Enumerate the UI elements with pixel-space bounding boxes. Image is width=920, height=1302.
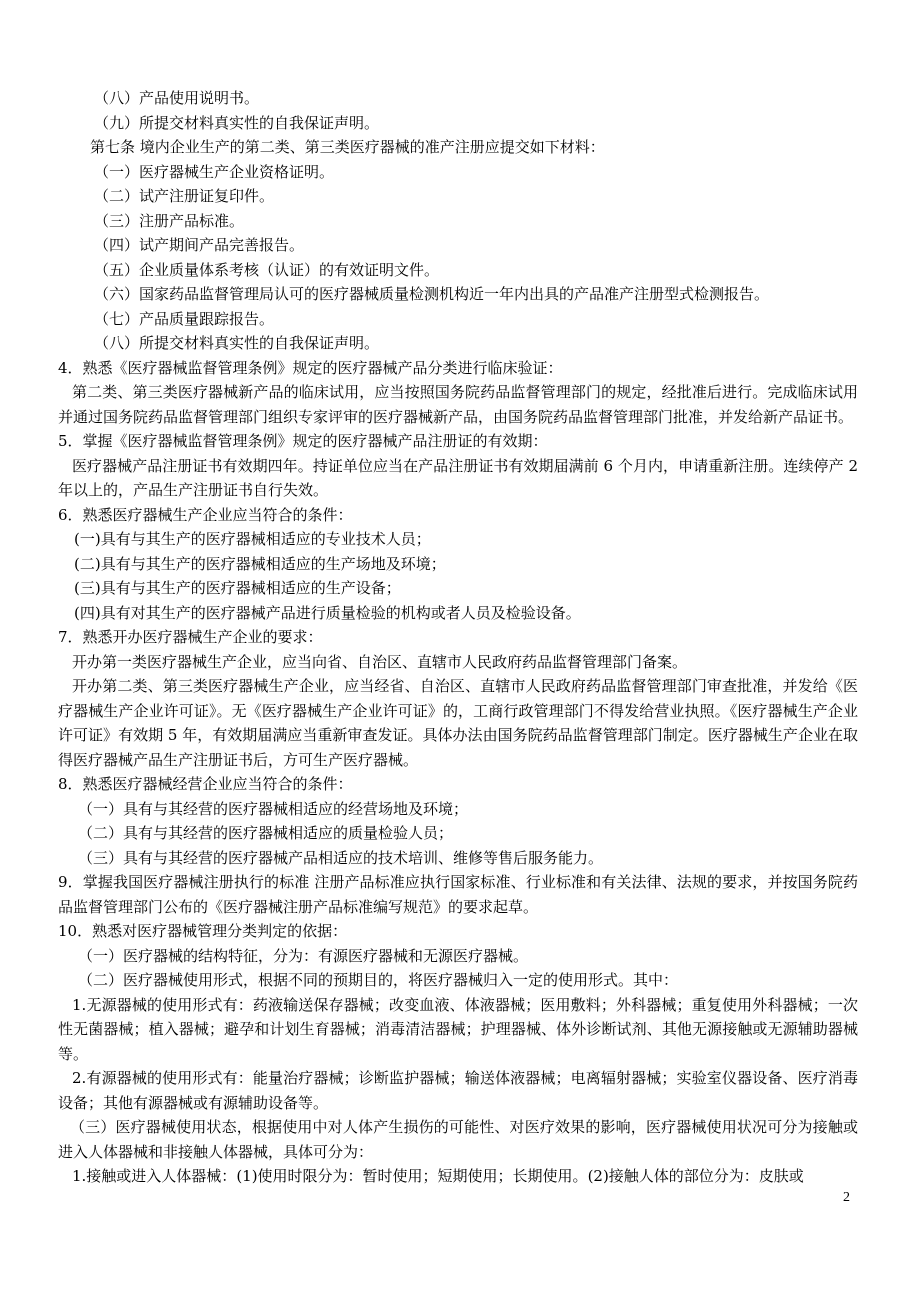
paragraph: 医疗器械产品注册证书有效期四年。持证单位应当在产品注册证书有效期届满前 6 个月内，申请重新注册。连续停产 2 年以上的，产品生产注册证书自行失效。: [58, 456, 858, 499]
paragraph: 开办第一类医疗器械生产企业，应当向省、自治区、直辖市人民政府药品监督管理部门备案。: [72, 652, 688, 671]
text-line: (四)具有对其生产的医疗器械产品进行质量检验的机构或者人员及检验设备。: [74, 603, 581, 622]
text-line: （九）所提交材料真实性的自我保证声明。: [94, 113, 380, 132]
section-heading: 10．熟悉对医疗器械管理分类判定的依据：: [58, 922, 348, 940]
paragraph: 开办第二类、第三类医疗器械生产企业，应当经省、自治区、直辖市人民政府药品监督管理部门审查批准，并发给《医疗器械生产企业许可证》。无《医疗器械生产企业许可证》的，工商行政管理部门不得发给营业执照。《医疗器械生产企业许可证》有效期 5 年，有效期届满应当重新审查发证。具体办法由国务院药品监督管理部门制定。医疗器械生产企业在取得医疗器械产品生产注册证书后，方可生产医疗器械。: [58, 677, 858, 769]
text-line: （二）具有与其经营的医疗器械相适应的质量检验人员；: [78, 824, 454, 842]
text-line: （二）医疗器械使用形式，根据不同的预期目的，将医疗器械归入一定的使用形式。其中：: [78, 971, 679, 989]
paragraph: 1.无源器械的使用形式有：药液输送保存器械；改变血液、体液器械；医用敷料；外科器械；重复使用外科器械；一次性无菌器械；植入器械；避孕和计划生育器械；消毒清洁器械；护理器械、体外诊断试剂、其他无源接触或无源辅助器械等。: [58, 995, 858, 1063]
article-heading: 第七条 境内企业生产的第二类、第三类医疗器械的准产注册应提交如下材料：: [90, 138, 605, 156]
text-line: (三)具有与其生产的医疗器械相适应的生产设备；: [74, 579, 401, 597]
paragraph: 1.接触或进入人体器械：(1)使用时限分为：暂时使用；短期使用；长期使用。(2)接触人体的部位分为：皮肤或: [72, 1167, 804, 1185]
text-line: （八）产品使用说明书。: [94, 89, 260, 107]
text-line: (二)具有与其生产的医疗器械相适应的生产场地及环境；: [74, 554, 446, 573]
text-line: （四）试产期间产品完善报告。: [94, 236, 305, 254]
section-heading: 7．熟悉开办医疗器械生产企业的要求：: [58, 628, 323, 646]
text-line: （三）注册产品标准。: [94, 211, 245, 230]
section-heading: 9．掌握我国医疗器械注册执行的标准 注册产品标准应执行国家标准、行业标准和有关法律、法规的要求，并按国务院药品监督管理部门公布的《医疗器械注册产品标准编写规范》的要求起草。: [58, 873, 858, 916]
text-line: (一)具有与其生产的医疗器械相适应的专业技术人员；: [74, 530, 431, 548]
paragraph: 2.有源器械的使用形式有：能量治疗器械；诊断监护器械；输送体液器械；电离辐射器械；实验室仪器设备、医疗消毒设备；其他有源器械或有源辅助设备等。: [58, 1069, 858, 1112]
text-line: （一）具有与其经营的医疗器械相适应的经营场地及环境；: [78, 799, 469, 818]
paragraph: （三）医疗器械使用状态，根据使用中对人体产生损伤的可能性、对医疗效果的影响，医疗器械使用状况可分为接触或进入人体器械和非接触人体器械，具体可分为：: [58, 1118, 858, 1161]
section-heading: 4．熟悉《医疗器械监督管理条例》规定的医疗器械产品分类进行临床验证：: [58, 358, 563, 377]
section-heading: 5．掌握《医疗器械监督管理条例》规定的医疗器械产品注册证的有效期：: [58, 432, 548, 450]
text-line: （八）所提交材料真实性的自我保证声明。: [94, 334, 380, 352]
page-number: 2: [843, 1190, 850, 1205]
text-line: （六）国家药品监督管理局认可的医疗器械质量检测机构近一年内出具的产品准产注册型式检测报告。: [94, 285, 770, 303]
text-line: （二）试产注册证复印件。: [94, 187, 275, 205]
section-heading: 6．熟悉医疗器械生产企业应当符合的条件：: [58, 505, 353, 524]
text-line: （三）具有与其经营的医疗器械产品相适应的技术培训、维修等售后服务能力。: [78, 848, 604, 867]
section-heading: 8．熟悉医疗器械经营企业应当符合的条件：: [58, 775, 353, 793]
document-body: [58, 86, 858, 1189]
text-line: （五）企业质量体系考核（认证）的有效证明文件。: [94, 260, 440, 279]
text-line: （一）医疗器械的结构特征，分为：有源医疗器械和无源医疗器械。: [78, 946, 529, 965]
text-line: （七）产品质量跟踪报告。: [94, 309, 275, 328]
text-line: （一）医疗器械生产企业资格证明。: [94, 162, 335, 181]
paragraph: 第二类、第三类医疗器械新产品的临床试用，应当按照国务院药品监督管理部门的规定，经批准后进行。完成临床试用并通过国务院药品监督管理部门组织专家评审的医疗器械新产品，由国务院药品监督管理部门批准，并发给新产品证书。: [58, 383, 858, 426]
